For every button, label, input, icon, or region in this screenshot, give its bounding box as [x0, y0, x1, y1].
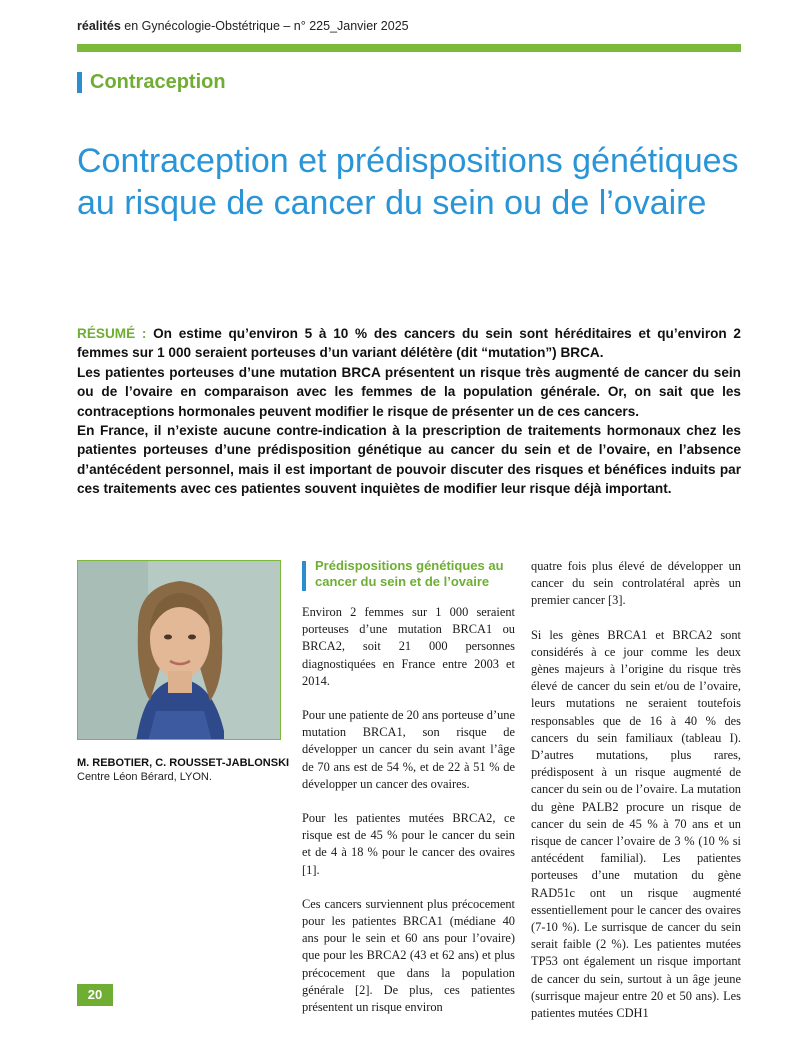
subheading-text: Prédispositions génétiques au cancer du sein et de l’ovaire — [315, 558, 504, 589]
issue-info: en Gynécologie-Obstétrique – n° 225_Janvier 2025 — [120, 19, 409, 33]
paragraph: Ces cancers surviennent plus précocement pour les patientes BRCA1 (médiane 40 ans pour le sein et 60 ans pour l’ovaire) que pour les BRCA2 (43 et 62 ans) et plus précocement que dans la population générale [2]. De plus, ces patientes présentent un risque environ — [302, 896, 515, 1015]
journal-name: réalités — [77, 19, 121, 33]
paragraph: Pour une patiente de 20 ans porteuse d’une mutation BRCA1, son risque de développer un cancer du sein avant l’âge de 70 ans est de 54 %, et de 22 à 51 % de développer un cancer des ovaires. — [302, 708, 515, 791]
running-header — [77, 19, 409, 33]
body-column-1 — [302, 604, 515, 1033]
abstract-p2: Les patientes porteuses d’une mutation BRCA présentent un risque très augmenté de cancer du sein ou de l’ovaire en comparaison avec les femmes de la population générale. Or, on sait que les contraceptions hormonales peuvent modifier le risque de présenter un de ces cancers. — [77, 364, 741, 419]
section-marker — [77, 72, 82, 93]
paragraph: quatre fois plus élevé de développer un cancer du sein controlatéral après un premier cancer [3]. — [531, 559, 741, 608]
section-heading — [77, 70, 226, 94]
page-number: 20 — [77, 984, 113, 1006]
article-title: Contraception et prédispositions génétiques au risque de cancer du sein ou de l’ovaire — [77, 142, 739, 222]
subheading — [302, 558, 512, 591]
abstract-p3: En France, il n’existe aucune contre-indication à la prescription de traitements hormonaux chez les patientes porteuses d’une prédisposition génétique au cancer du sein et de l’ovaire, en l’absence d’antécédent personnel, mais il est important de pouvoir discuter des risques et bénéfices induits par ces traitements avec ces patientes souvent inquiètes de modifier leur risque déjà important. — [77, 423, 741, 497]
body-column-2 — [531, 558, 741, 1039]
header-rule — [77, 44, 741, 52]
author-affiliation: Centre Léon Bérard, LYON. — [77, 771, 212, 783]
paragraph: Environ 2 femmes sur 1 000 seraient porteuses d’une mutation BRCA1 ou BRCA2, soit 21 000 personnes diagnostiquées en France entre 2003 et 2014. — [302, 605, 515, 688]
abstract — [77, 324, 741, 499]
subheading-marker — [302, 561, 306, 591]
abstract-label: RÉSUMÉ : — [77, 326, 147, 341]
paragraph: Pour les patientes mutées BRCA2, ce risque est de 45 % pour le cancer du sein et de 4 à 18 % pour le cancer des ovaires [1]. — [302, 811, 515, 877]
section-label: Contraception — [90, 70, 226, 93]
abstract-p1: On estime qu’environ 5 à 10 % des cancers du sein sont héréditaires et qu’environ 2 femmes sur 1 000 seraient porteuses d’un variant délétère (dit “mutation”) BRCA. — [77, 326, 741, 361]
author-names: M. REBOTIER, C. ROUSSET-JABLONSKI — [77, 757, 290, 769]
paragraph: Si les gènes BRCA1 et BRCA2 sont considérés à ce jour comme les deux gènes majeurs à l’origine du risque très élevé de cancer du sein et/ou de l’ovaire, leurs mutations ne seraient toutefois responsables que de 16 à 40 % des cancers du sein familiaux (tableau I). D’autres mutations, plus rares, prédisposent à un risque augmenté de cancer du sein ou de l’ovaire. La mutation du gène PALB2 procure un risque de cancer du sein de 45 % à 70 ans et un risque de cancer l’ovaire de 3 % (10 % si antécédent familial). Les patientes porteuses d’une mutation du gène RAD51c ont un risque augmenté essentiellement pour le cancer des ovaires (7-10 %). Le surrisque de cancer du sein serait faible (2 %). Les patientes mutées TP53 ont également un risque important de cancer du sein, surtout à un âge jeune (surrisque majeur entre 20 et 50 ans). Les patientes mutées CDH1 — [531, 627, 741, 1021]
author-photo — [77, 560, 281, 740]
